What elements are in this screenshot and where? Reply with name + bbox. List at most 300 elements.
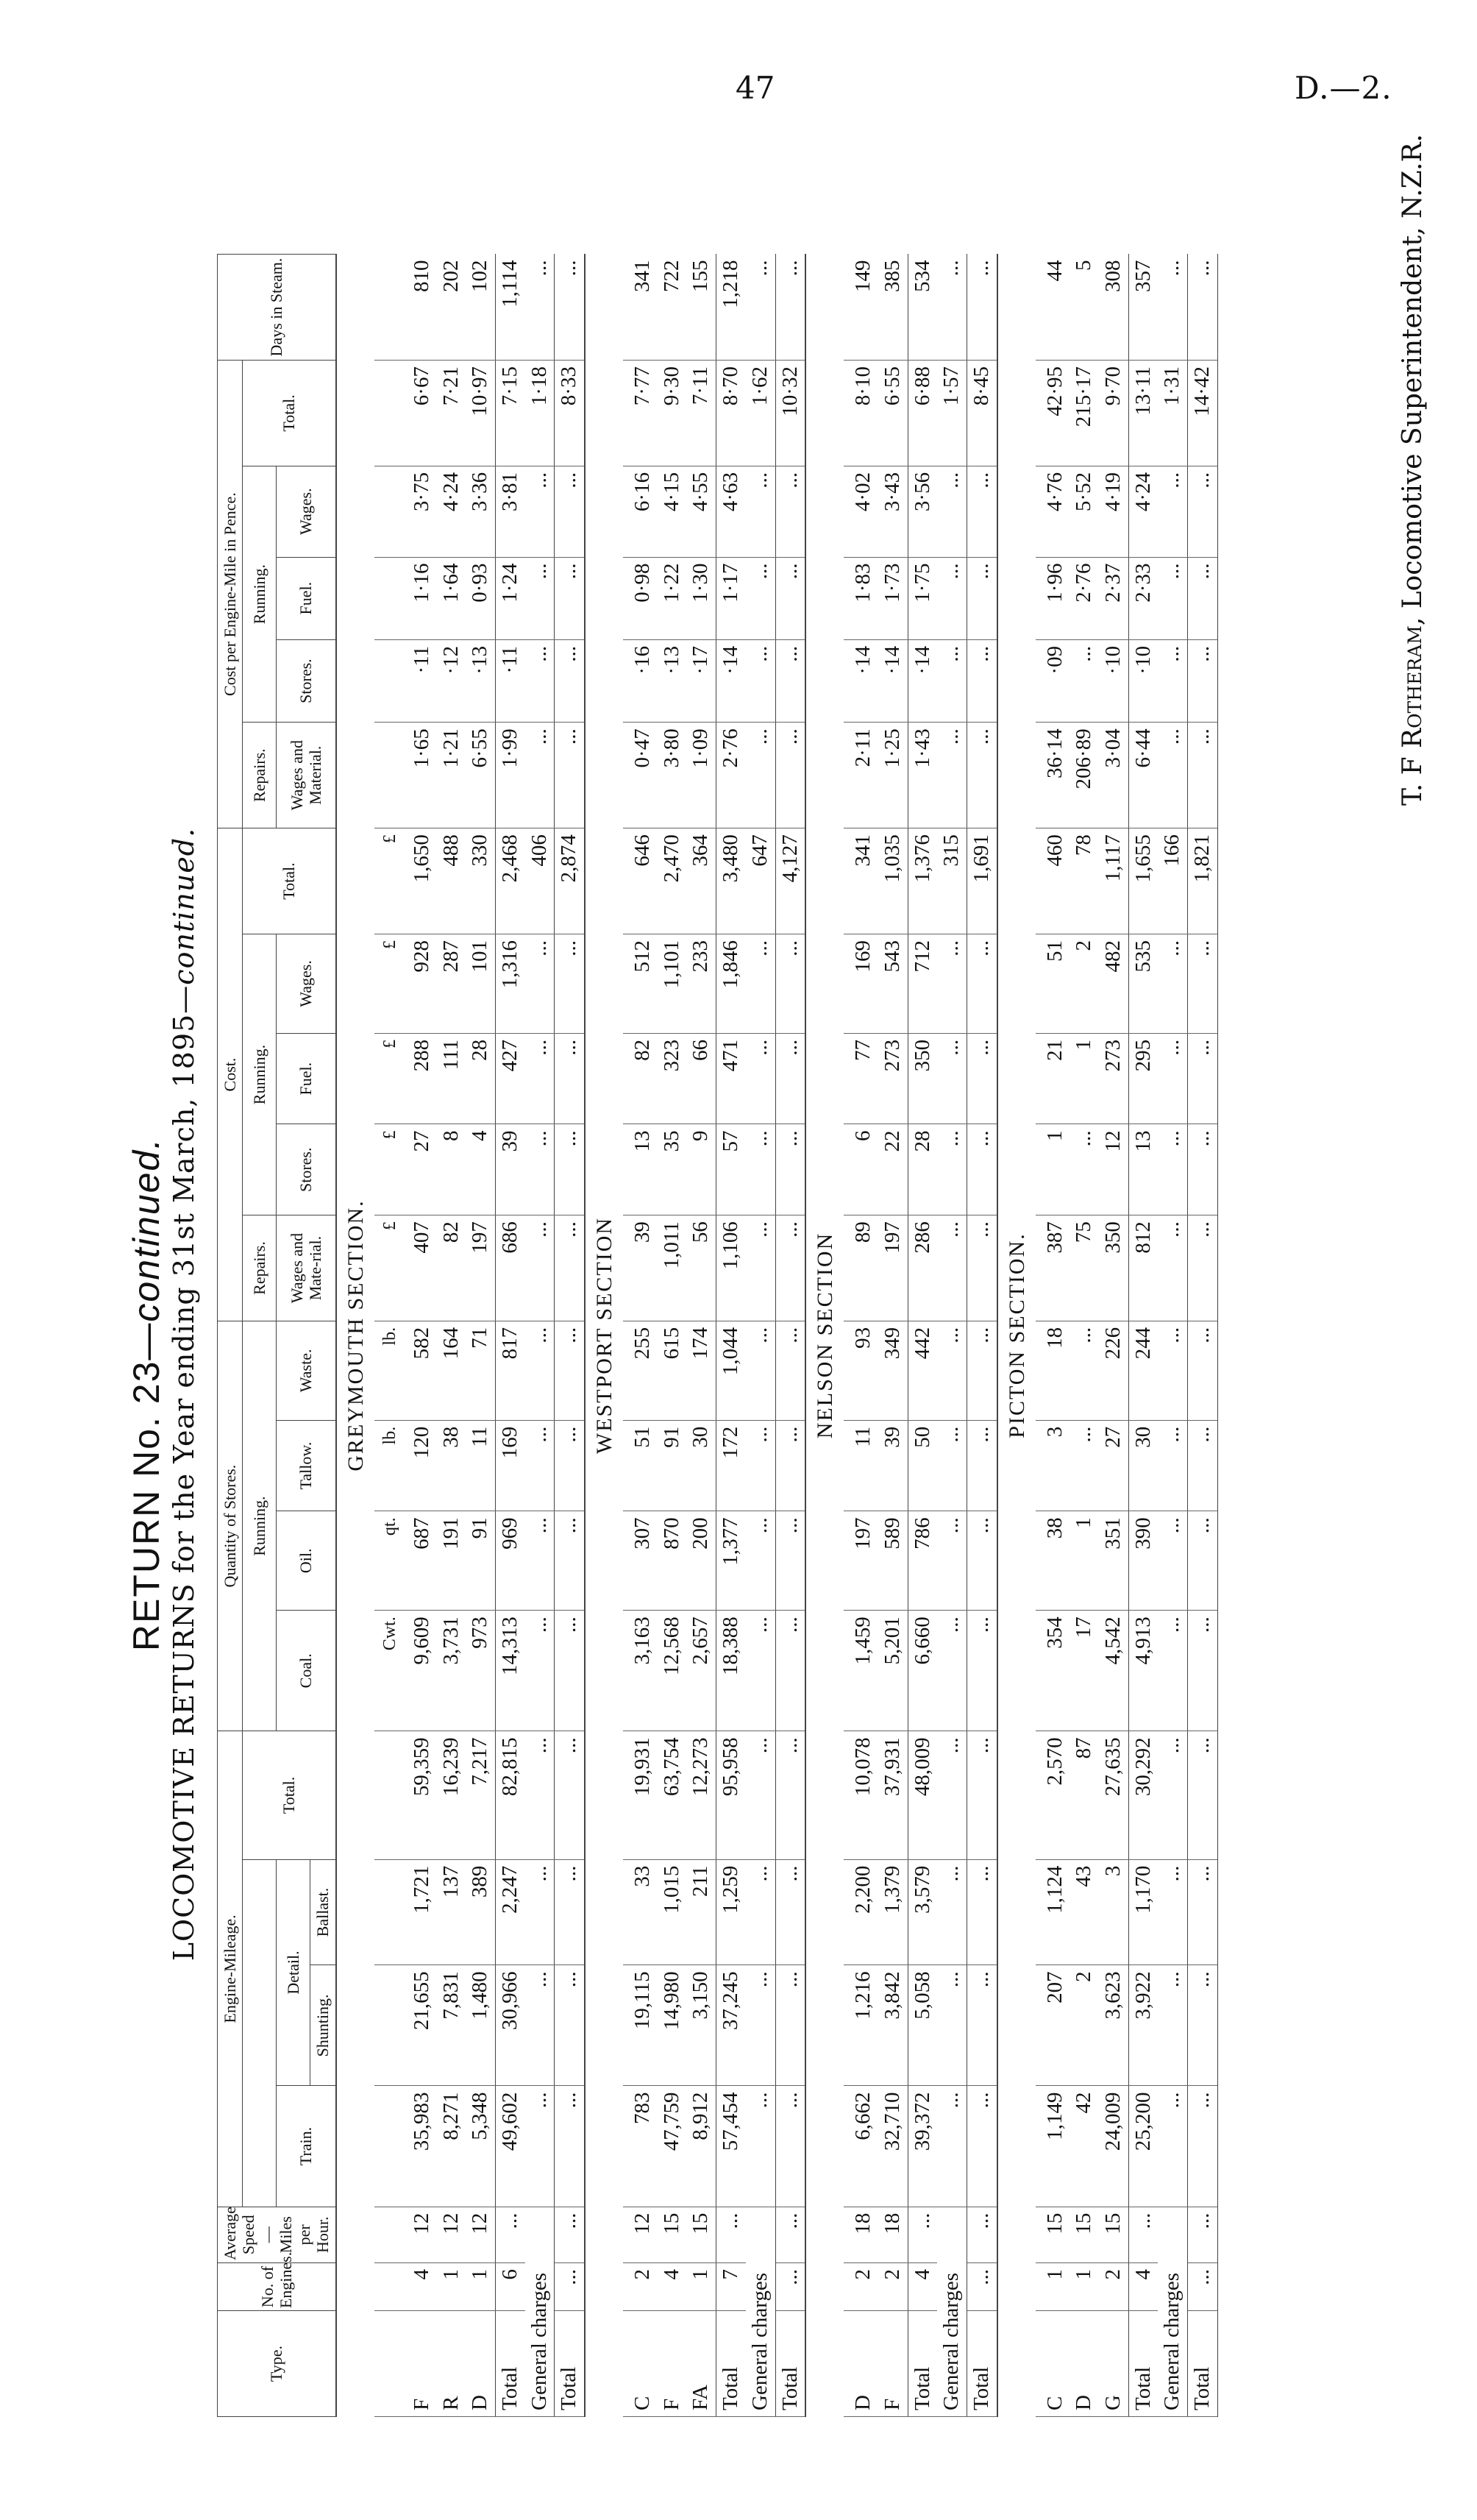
row-label: D	[466, 2311, 495, 2417]
table-cell: ...	[525, 1420, 555, 1511]
table-cell: ...	[746, 1611, 775, 1731]
table-cell: 137	[437, 1859, 466, 1965]
table-row	[775, 255, 805, 2417]
locomotive-returns-table	[217, 254, 1218, 2417]
table-cell: ...	[1070, 1124, 1099, 1215]
table-cell: ...	[967, 2262, 997, 2310]
table-cell: 3·56	[908, 466, 937, 557]
table-cell: 91	[466, 1511, 495, 1611]
row-label: F	[658, 2311, 687, 2417]
table-cell: 471	[716, 1033, 746, 1124]
table-cell: 8	[437, 1124, 466, 1215]
table-cell: 582	[402, 1321, 437, 1420]
table-cell: 2,468	[496, 828, 525, 934]
table-cell: ...	[746, 1859, 775, 1965]
table-cell: 32,710	[878, 2086, 908, 2207]
section-heading	[336, 255, 374, 2417]
table-cell: 36·14	[1036, 723, 1070, 828]
table-cell: 1,218	[716, 255, 746, 361]
table-cell: 6·55	[878, 361, 908, 466]
unit-label: lb.	[374, 1420, 402, 1511]
table-cell: 3,480	[716, 828, 746, 934]
table-cell: ...	[937, 723, 967, 828]
table-cell: 6·67	[402, 361, 437, 466]
table-row	[658, 255, 687, 2417]
table-cell: ...	[1188, 466, 1218, 557]
unit-label: £	[374, 1124, 402, 1215]
table-cell: ·16	[623, 639, 658, 722]
table-cell: 7·15	[496, 361, 525, 466]
table-cell: ...	[775, 1731, 805, 1859]
table-cell: ...	[937, 934, 967, 1034]
table-cell: ...	[1188, 1511, 1218, 1611]
table-cell: ...	[1188, 2086, 1218, 2207]
table-cell: 1,459	[844, 1611, 878, 1731]
table-cell: ...	[555, 1124, 585, 1215]
table-cell: 35,983	[402, 2086, 437, 2207]
table-cell: 1·75	[908, 557, 937, 639]
table-cell: 30	[1128, 1420, 1158, 1511]
table-cell: ...	[775, 466, 805, 557]
table-cell: ...	[1158, 639, 1187, 722]
table-row	[555, 255, 585, 2417]
coal-header: Coal.	[277, 1611, 336, 1731]
table-cell: 349	[878, 1321, 908, 1420]
table-cell: ...	[1188, 934, 1218, 1034]
row-label: General charges	[746, 2207, 775, 2416]
ballast-header: Ballast.	[310, 1859, 336, 1965]
section-name: GREYMOUTH SECTION.	[336, 255, 374, 2417]
table-cell: 101	[466, 934, 495, 1034]
table-cell: 4·24	[437, 466, 466, 557]
table-cell: ...	[1188, 2262, 1218, 2310]
table-cell: 71	[466, 1321, 495, 1420]
table-cell: 75	[1070, 1215, 1099, 1321]
table-cell: 969	[496, 1511, 525, 1611]
table-cell: 4·76	[1036, 466, 1070, 557]
table-cell: ...	[1158, 1215, 1187, 1321]
row-label: C	[623, 2311, 658, 2417]
table-cell: ...	[908, 2207, 937, 2262]
table-cell: 973	[466, 1611, 495, 1731]
table-cell: ...	[1188, 1859, 1218, 1965]
table-cell: 4,127	[775, 828, 805, 934]
table-cell: 50	[908, 1420, 937, 1511]
table-cell: 295	[1128, 1033, 1158, 1124]
table-cell: 3,163	[623, 1611, 658, 1731]
table-cell: 47,759	[658, 2086, 687, 2207]
table-cell: ...	[775, 1420, 805, 1511]
table-cell: 0·93	[466, 557, 495, 639]
table-cell: 164	[437, 1321, 466, 1420]
table-cell: ...	[555, 1731, 585, 1859]
table-cell: ...	[1158, 1033, 1187, 1124]
table-cell: 38	[437, 1420, 466, 1511]
table-cell: ...	[746, 1511, 775, 1611]
table-cell: ...	[1188, 1965, 1218, 2086]
table-cell: ...	[746, 1420, 775, 1511]
table-cell: 22	[878, 1124, 908, 1215]
table-cell: 211	[686, 1859, 716, 1965]
table-cell: 488	[437, 828, 466, 934]
table-cell: 4·24	[1128, 466, 1158, 557]
table-cell: ·10	[1128, 639, 1158, 722]
table-cell: 6,662	[844, 2086, 878, 2207]
table-cell: ...	[937, 1215, 967, 1321]
table-cell: 17	[1070, 1611, 1099, 1731]
table-cell: ...	[525, 1859, 555, 1965]
table-row	[496, 255, 525, 2417]
table-cell: 812	[1128, 1215, 1158, 1321]
table-cell: 406	[525, 828, 555, 934]
table-cell: ...	[555, 255, 585, 361]
row-label: C	[1036, 2311, 1070, 2417]
table-cell: ...	[525, 1611, 555, 1731]
table-cell: 3·04	[1099, 723, 1128, 828]
table-cell: ...	[1158, 1859, 1187, 1965]
table-cell: 482	[1099, 934, 1128, 1034]
table-cell: 315	[937, 828, 967, 934]
table-cell: 3,623	[1099, 1965, 1128, 2086]
table-cell: ...	[967, 2086, 997, 2207]
table-cell: 1·16	[402, 557, 437, 639]
table-cell: ...	[775, 557, 805, 639]
table-cell: ...	[555, 2207, 585, 2262]
table-row	[746, 255, 775, 2417]
table-cell: 3,922	[1128, 1965, 1158, 2086]
table-cell: 1·18	[525, 361, 555, 466]
table-cell: ...	[1188, 1611, 1218, 1731]
stores-running-header: Running.	[243, 1321, 277, 1731]
table-cell: 4,913	[1128, 1611, 1158, 1731]
table-cell: ...	[746, 557, 775, 639]
table-cell: 2	[1070, 934, 1099, 1034]
table-cell: ...	[746, 1965, 775, 2086]
table-cell: ...	[937, 1321, 967, 1420]
table-cell: ...	[967, 1321, 997, 1420]
table-cell: 24,009	[1099, 2086, 1128, 2207]
table-cell: 1,650	[402, 828, 437, 934]
table-cell: 172	[716, 1420, 746, 1511]
table-cell: ...	[775, 1033, 805, 1124]
table-cell: 1	[1070, 1511, 1099, 1611]
detail-header: Detail.	[277, 1859, 310, 2086]
table-cell: ...	[555, 723, 585, 828]
table-cell: 460	[1036, 828, 1070, 934]
table-cell: ·13	[658, 639, 687, 722]
table-cell: ...	[967, 934, 997, 1034]
row-label: F	[878, 2311, 908, 2417]
table-cell: ...	[967, 723, 997, 828]
table-cell: 7	[716, 2262, 746, 2310]
table-cell: 307	[623, 1511, 658, 1611]
row-label: General charges	[1158, 2207, 1187, 2416]
table-cell: ...	[555, 1611, 585, 1731]
section-name: PICTON SECTION.	[997, 255, 1036, 2417]
table-cell: 1·31	[1158, 361, 1187, 466]
table-cell: ...	[525, 1321, 555, 1420]
table-cell: 56	[686, 1215, 716, 1321]
unit-label: £	[374, 1215, 402, 1321]
table-row	[466, 255, 495, 2417]
table-cell: 1,655	[1128, 828, 1158, 934]
table-cell: 2·11	[844, 723, 878, 828]
table-cell: ·13	[466, 639, 495, 722]
table-cell: 78	[1070, 828, 1099, 934]
table-cell: ...	[967, 1033, 997, 1124]
table-cell: 4·02	[844, 466, 878, 557]
return-title: RETURN No. 23—continued.	[126, 1137, 167, 1652]
table-cell: 15	[1036, 2207, 1070, 2262]
table-cell: 442	[908, 1321, 937, 1420]
table-row	[937, 255, 967, 2417]
table-cell: ...	[1158, 1611, 1187, 1731]
table-cell: 8·33	[555, 361, 585, 466]
table-cell: 647	[746, 828, 775, 934]
table-cell: ...	[525, 1965, 555, 2086]
table-cell: 1,170	[1128, 1859, 1158, 1965]
table-cell: ...	[716, 2207, 746, 2262]
table-cell: ·14	[878, 639, 908, 722]
table-cell: 385	[878, 255, 908, 361]
mileage-total-header: Total.	[243, 1731, 336, 1859]
table-cell: 120	[402, 1420, 437, 1511]
table-cell: ...	[967, 1124, 997, 1215]
unit-label: £	[374, 828, 402, 934]
table-cell: 28	[466, 1033, 495, 1124]
table-cell: 6·55	[466, 723, 495, 828]
table-cell: 18	[844, 2207, 878, 2262]
table-cell: 686	[496, 1215, 525, 1321]
table-cell: 1·30	[686, 557, 716, 639]
table-cell: ...	[937, 1731, 967, 1859]
unit-label: £	[374, 934, 402, 1034]
table-cell: ...	[525, 1731, 555, 1859]
mileage-header: Engine-Mileage.	[218, 1731, 243, 2207]
table-cell: 870	[658, 1511, 687, 1611]
row-label: Total	[555, 2311, 585, 2417]
table-cell: 12,568	[658, 1611, 687, 1731]
table-cell: 0·47	[623, 723, 658, 828]
table-cell: 14,313	[496, 1611, 525, 1731]
table-row	[1070, 255, 1099, 2417]
table-cell: ...	[1158, 1420, 1187, 1511]
table-cell: 8,271	[437, 2086, 466, 2207]
table-cell: ...	[525, 1033, 555, 1124]
table-cell: ...	[775, 1965, 805, 2086]
table-cell: 226	[1099, 1321, 1128, 1420]
table-cell: 1·62	[746, 361, 775, 466]
table-cell: 390	[1128, 1511, 1158, 1611]
row-label: Total	[496, 2311, 525, 2417]
table-cell: ...	[937, 255, 967, 361]
table-cell: 2,570	[1036, 1731, 1070, 1859]
table-cell: 2·76	[716, 723, 746, 828]
table-cell: 7·77	[623, 361, 658, 466]
table-cell: ...	[746, 1124, 775, 1215]
table-cell: ...	[967, 1420, 997, 1511]
table-cell: ...	[746, 1215, 775, 1321]
table-cell: 1	[1036, 2262, 1070, 2310]
table-cell: 1,376	[908, 828, 937, 934]
table-cell: ...	[967, 1511, 997, 1611]
table-cell: 3·43	[878, 466, 908, 557]
table-cell: 1,316	[496, 934, 525, 1034]
table-cell: ...	[1188, 1033, 1218, 1124]
cost-wages-header: Wages.	[277, 934, 336, 1034]
pm-wages-materials-header: Wages and Material.	[277, 723, 336, 828]
table-cell: ...	[1188, 1321, 1218, 1420]
section-heading	[997, 255, 1036, 2417]
table-cell: ...	[496, 2207, 525, 2262]
table-cell: 1·43	[908, 723, 937, 828]
table-cell: 215·17	[1070, 361, 1099, 466]
table-cell: ...	[775, 2086, 805, 2207]
table-cell: ...	[555, 1215, 585, 1321]
table-cell: 11	[466, 1420, 495, 1511]
table-cell: ...	[746, 639, 775, 722]
table-cell: ...	[967, 2207, 997, 2262]
table-cell: ...	[1070, 639, 1099, 722]
row-label: General charges	[937, 2207, 967, 2416]
row-label: Total	[1128, 2311, 1158, 2417]
table-cell: 646	[623, 828, 658, 934]
table-cell: 783	[623, 2086, 658, 2207]
table-cell: 1,216	[844, 1965, 878, 2086]
table-cell: 25,200	[1128, 2086, 1158, 2207]
table-cell: ·09	[1036, 639, 1070, 722]
table-cell: 4	[908, 2262, 937, 2310]
row-label: D	[1070, 2311, 1099, 2417]
table-cell: ...	[555, 1420, 585, 1511]
table-cell: 323	[658, 1033, 687, 1124]
pm-fuel-header: Fuel.	[277, 557, 336, 639]
table-cell: 15	[1099, 2207, 1128, 2262]
table-cell: 13	[623, 1124, 658, 1215]
table-cell: 155	[686, 255, 716, 361]
table-cell: 51	[1036, 934, 1070, 1034]
waste-header: Waste.	[277, 1321, 336, 1420]
row-label: FA	[686, 2311, 716, 2417]
table-cell: 1·09	[686, 723, 716, 828]
unit-label: lb.	[374, 1321, 402, 1420]
table-cell: 4	[1128, 2262, 1158, 2310]
table-cell: 687	[402, 1511, 437, 1611]
table-cell: ...	[555, 2086, 585, 2207]
pm-wages-header: Wages.	[277, 466, 336, 557]
section-heading	[585, 255, 623, 2417]
table-cell: ...	[1158, 1511, 1187, 1611]
table-cell: 197	[466, 1215, 495, 1321]
table-cell: 273	[1099, 1033, 1128, 1124]
table-cell: ...	[937, 466, 967, 557]
table-cell: 9·30	[658, 361, 687, 466]
table-cell: 30,966	[496, 1965, 525, 2086]
engines-header: No. of Engines.	[218, 2262, 336, 2310]
table-cell: ...	[775, 1215, 805, 1321]
table-cell: 1,691	[967, 828, 997, 934]
table-cell: 5·52	[1070, 466, 1099, 557]
table-cell: 7·21	[437, 361, 466, 466]
table-cell: ...	[746, 934, 775, 1034]
table-cell: 2,657	[686, 1611, 716, 1731]
table-cell: ...	[555, 1321, 585, 1420]
table-cell: 169	[496, 1420, 525, 1511]
table-cell: 37,245	[716, 1965, 746, 2086]
table-cell: 7,831	[437, 1965, 466, 2086]
table-row	[844, 255, 878, 2417]
table-cell: 2·37	[1099, 557, 1128, 639]
section-name: WESTPORT SECTION	[585, 255, 623, 2417]
table-cell: 12	[1099, 1124, 1128, 1215]
table-cell: 6	[844, 1124, 878, 1215]
table-cell: ...	[1158, 1965, 1187, 2086]
table-cell: 27,635	[1099, 1731, 1128, 1859]
table-cell: 341	[844, 828, 878, 934]
table-cell: 2·33	[1128, 557, 1158, 639]
table-header	[218, 255, 336, 2417]
table-cell: ...	[937, 557, 967, 639]
table-cell: 2,874	[555, 828, 585, 934]
table-cell: 287	[437, 934, 466, 1034]
table-cell: 233	[686, 934, 716, 1034]
table-cell: 1,379	[878, 1859, 908, 1965]
tallow-header: Tallow.	[277, 1420, 336, 1511]
table-cell: ...	[1188, 255, 1218, 361]
table-cell: 1·65	[402, 723, 437, 828]
table-cell: 197	[844, 1511, 878, 1611]
table-cell: 1,035	[878, 828, 908, 934]
table-cell: 2,247	[496, 1859, 525, 1965]
table-cell: 1,149	[1036, 2086, 1070, 2207]
table-cell: ·14	[908, 639, 937, 722]
table-cell: 21,655	[402, 1965, 437, 2086]
table-cell: ...	[937, 1859, 967, 1965]
table-cell: 57,454	[716, 2086, 746, 2207]
table-cell: 3·36	[466, 466, 495, 557]
table-row	[686, 255, 716, 2417]
table-cell: 1,044	[716, 1321, 746, 1420]
table-cell: 3	[1099, 1859, 1128, 1965]
table-cell: 273	[878, 1033, 908, 1124]
table-cell: ...	[1158, 255, 1187, 361]
table-cell: 6·88	[908, 361, 937, 466]
table-cell: 354	[1036, 1611, 1070, 1731]
table-cell: ...	[746, 466, 775, 557]
table-cell: 3,731	[437, 1611, 466, 1731]
table-row	[716, 255, 746, 2417]
table-cell: 4·63	[716, 466, 746, 557]
table-cell: 2	[623, 2262, 658, 2310]
row-label: Total	[716, 2311, 746, 2417]
type-header: Type.	[218, 2311, 336, 2417]
table-row	[1128, 255, 1158, 2417]
table-cell: 66	[686, 1033, 716, 1124]
table-cell: ...	[775, 1859, 805, 1965]
units-row	[374, 255, 402, 2417]
row-label: Total	[967, 2311, 997, 2417]
table-cell: 4,542	[1099, 1611, 1128, 1731]
table-row	[908, 255, 937, 2417]
table-cell: ...	[937, 639, 967, 722]
table-cell: 351	[1099, 1511, 1128, 1611]
table-cell: ...	[555, 466, 585, 557]
table-cell: 810	[402, 255, 437, 361]
table-cell: 2	[878, 2262, 908, 2310]
table-cell: ...	[937, 1511, 967, 1611]
table-cell: 10·32	[775, 361, 805, 466]
table-cell: 1·57	[937, 361, 967, 466]
